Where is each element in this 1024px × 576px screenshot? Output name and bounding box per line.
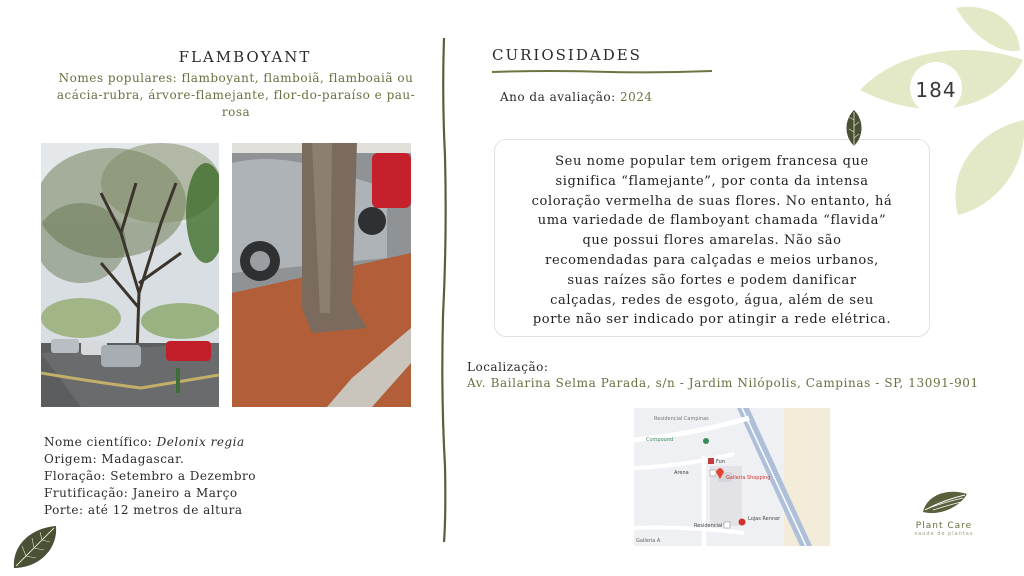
title-underline [490,68,715,76]
section-title: CURIOSIDADES [492,46,642,64]
curiosity-line: suas raízes são fortes e podem danificar [567,272,857,288]
popular-names-line: rosa [221,105,251,119]
curiosity-line: que possui flores amarelas. Não são [582,233,842,249]
curiosity-line: Seu nome popular tem origem francesa que [555,154,869,169]
map-label: Lojas Renner [748,516,781,522]
tree-photo [41,143,219,407]
plant-care-logo [906,488,982,537]
scientific-name: Delonix regia [156,435,245,449]
fruiting: Frutificação: Janeiro a Março [44,486,238,500]
popular-names-line: acácia-rubra, árvore-flamejante, flor-do-paraíso e pau- [56,88,416,102]
map-label: Fun [716,459,725,465]
page-number: 184 [915,78,957,102]
popular-names-line: Nomes populares: flamboyant, flamboiã, flamboaiã ou [58,71,414,85]
map-label: Galleria A [636,538,661,544]
popular-names [36,70,436,121]
logo-leaf-icon [919,488,969,516]
location-label: Localização: [467,360,549,374]
location-map[interactable] [634,408,830,546]
leaf-icon [10,522,60,572]
logo-name: Plant Care [915,521,973,531]
map-label: Arena [674,470,689,476]
origin: Origem: Madagascar. [44,452,185,466]
map-label: Compound [646,437,674,443]
map-label: Residencial [694,523,723,529]
leaf-icon [844,108,864,148]
map-label: Galleria Shopping [726,475,771,481]
curiosity-line: uma variedade de flamboyant chamada “flavida” [537,213,887,229]
plant-title: FLAMBOYANT [178,48,312,66]
plant-details [44,434,256,519]
evaluation-year: Ano da avaliação: 2024 [500,90,653,104]
size: Porte: até 12 metros de altura [44,503,243,517]
curiosity-line: recomendadas para calçadas e meios urbanos, [545,252,879,268]
curiosity-line: coloração vermelha de suas flores. No entanto, há [531,193,893,209]
curiosity-line: calçadas, redes de esgoto, água, além de seu [550,292,874,308]
scientific-name-row: Nome científico: Delonix regia [44,435,245,449]
map-label: Residencial Campinas [654,416,709,422]
curiosity-line: porte não ser indicado por atingir a rede elétrica. [532,312,892,328]
location-address: Av. Bailarina Selma Parada, s/n - Jardim Nilópolis, Campinas - SP, 13091-901 [467,376,979,390]
trunk-photo [232,143,411,407]
flowering: Floração: Setembro a Dezembro [44,469,256,483]
logo-tagline: saúde de plantas [914,531,974,537]
vertical-divider [436,36,452,546]
curiosity-line: significa “flamejante”, por conta da intensa [555,173,869,189]
